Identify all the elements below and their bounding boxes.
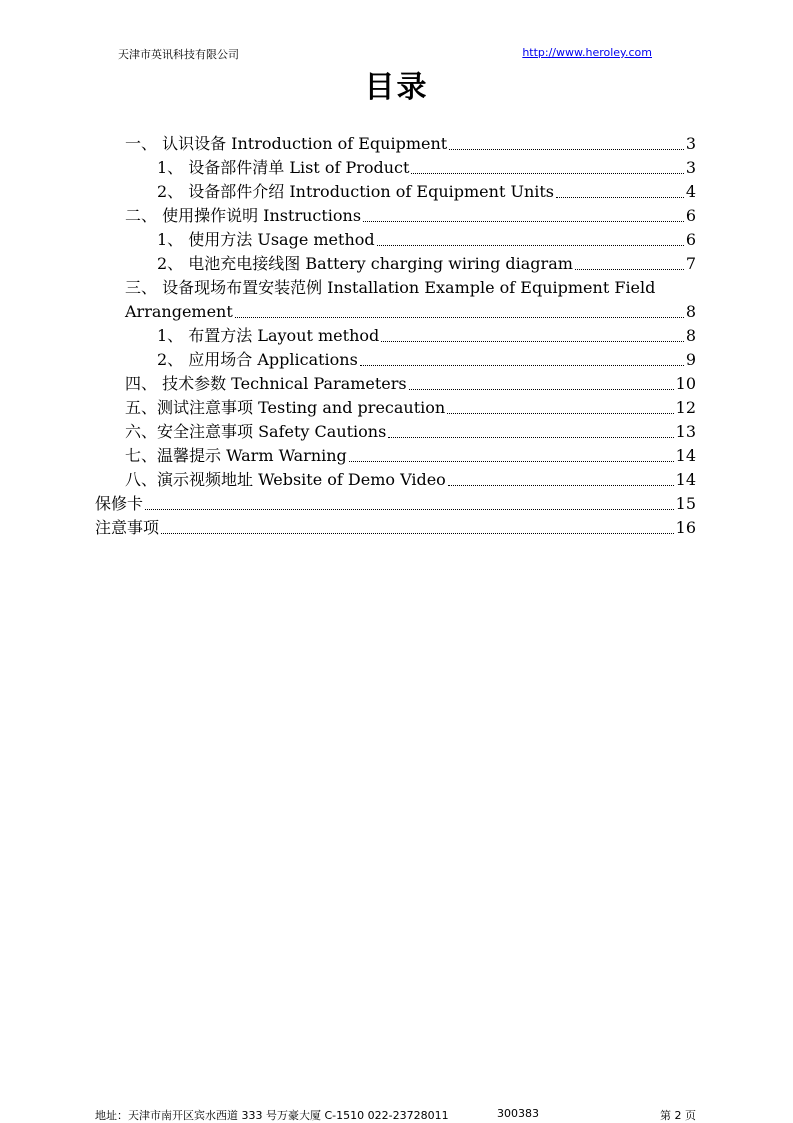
toc-entry-instructions[interactable] — [125, 204, 696, 228]
toc-entry-equipment-units[interactable] — [157, 180, 696, 204]
toc-entry-notes[interactable] — [95, 516, 696, 540]
footer-address: 地址：天津市南开区宾水西道 333 号万豪大厦 C-1510 022-23728011 — [95, 1109, 449, 1122]
toc-entry-testing[interactable] — [125, 396, 696, 420]
toc-label: 四、 技术参数 Technical Parameters — [125, 374, 407, 393]
header-url-link[interactable]: http://www.heroley.com — [522, 46, 652, 59]
toc-leader — [381, 341, 684, 342]
toc-page: 16 — [675, 518, 696, 537]
toc-page: 15 — [675, 494, 696, 513]
toc-leader — [447, 413, 673, 414]
toc-page: 3 — [685, 158, 696, 177]
toc-label: 1、 设备部件清单 List of Product — [157, 158, 410, 177]
toc-leader — [411, 173, 683, 174]
toc-entry-introduction[interactable] — [125, 132, 696, 156]
toc-leader — [161, 533, 674, 534]
toc-page: 3 — [685, 134, 696, 153]
toc-leader — [363, 221, 684, 222]
toc-label: 注意事项 — [95, 518, 160, 537]
toc-label: 七、温馨提示 Warm Warning — [125, 446, 347, 465]
header-company: 天津市英讯科技有限公司 — [118, 48, 239, 61]
toc-label: 1、 使用方法 Usage method — [157, 230, 375, 249]
toc-entry-list-of-product[interactable] — [157, 156, 696, 180]
toc-leader — [349, 461, 674, 462]
toc-entry-technical-parameters[interactable] — [125, 372, 696, 396]
toc-label: 2、 电池充电接线图 Battery charging wiring diagram — [157, 254, 573, 273]
toc-label: Arrangement — [125, 302, 233, 321]
toc-entry-warm-warning[interactable] — [125, 444, 696, 468]
toc-page: 14 — [675, 446, 696, 465]
toc-page: 8 — [685, 302, 696, 321]
toc-leader — [556, 197, 684, 198]
toc-page: 10 — [675, 374, 696, 393]
toc-label: 1、 布置方法 Layout method — [157, 326, 380, 345]
page-title: 目录 — [364, 70, 429, 105]
toc-page: 14 — [675, 470, 696, 489]
toc-label: 二、 使用操作说明 Instructions — [125, 206, 362, 225]
toc-leader — [409, 389, 674, 390]
toc-label: 六、安全注意事项 Safety Cautions — [125, 422, 387, 441]
footer-page-number: 第 2 页 — [660, 1109, 696, 1122]
toc-entry-applications[interactable] — [157, 348, 696, 372]
toc-label: 2、 设备部件介绍 Introduction of Equipment Units — [157, 182, 555, 201]
toc-page: 12 — [675, 398, 696, 417]
toc-entry-installation-line1[interactable]: 三、 设备现场布置安装范例 Installation Example of Equipment Field — [125, 278, 656, 297]
toc-entry-warranty-card[interactable] — [95, 492, 696, 516]
toc-label: 2、 应用场合 Applications — [157, 350, 358, 369]
toc-leader — [377, 245, 684, 246]
toc-page: 4 — [685, 182, 696, 201]
toc-label: 保修卡 — [95, 494, 144, 513]
toc-page: 13 — [675, 422, 696, 441]
toc-entry-installation[interactable] — [125, 300, 696, 324]
toc-entry-demo-video[interactable] — [125, 468, 696, 492]
toc-leader — [449, 149, 684, 150]
toc-page: 7 — [685, 254, 696, 273]
toc-leader — [448, 485, 674, 486]
toc-label: 一、 认识设备 Introduction of Equipment — [125, 134, 448, 153]
toc-entry-battery-charging[interactable] — [157, 252, 696, 276]
toc-entry-layout-method[interactable] — [157, 324, 696, 348]
toc-label: 五、测试注意事项 Testing and precaution — [125, 398, 446, 417]
toc-page: 9 — [685, 350, 696, 369]
toc-label: 八、演示视频地址 Website of Demo Video — [125, 470, 446, 489]
toc-leader — [388, 437, 673, 438]
toc-page: 6 — [685, 206, 696, 225]
toc-leader — [235, 317, 684, 318]
toc-leader — [575, 269, 684, 270]
toc-leader — [145, 509, 674, 510]
footer-zip: 300383 — [497, 1107, 539, 1120]
toc-entry-usage-method[interactable] — [157, 228, 696, 252]
toc-leader — [360, 365, 684, 366]
toc-page: 8 — [685, 326, 696, 345]
toc-entry-safety[interactable] — [125, 420, 696, 444]
toc-page: 6 — [685, 230, 696, 249]
